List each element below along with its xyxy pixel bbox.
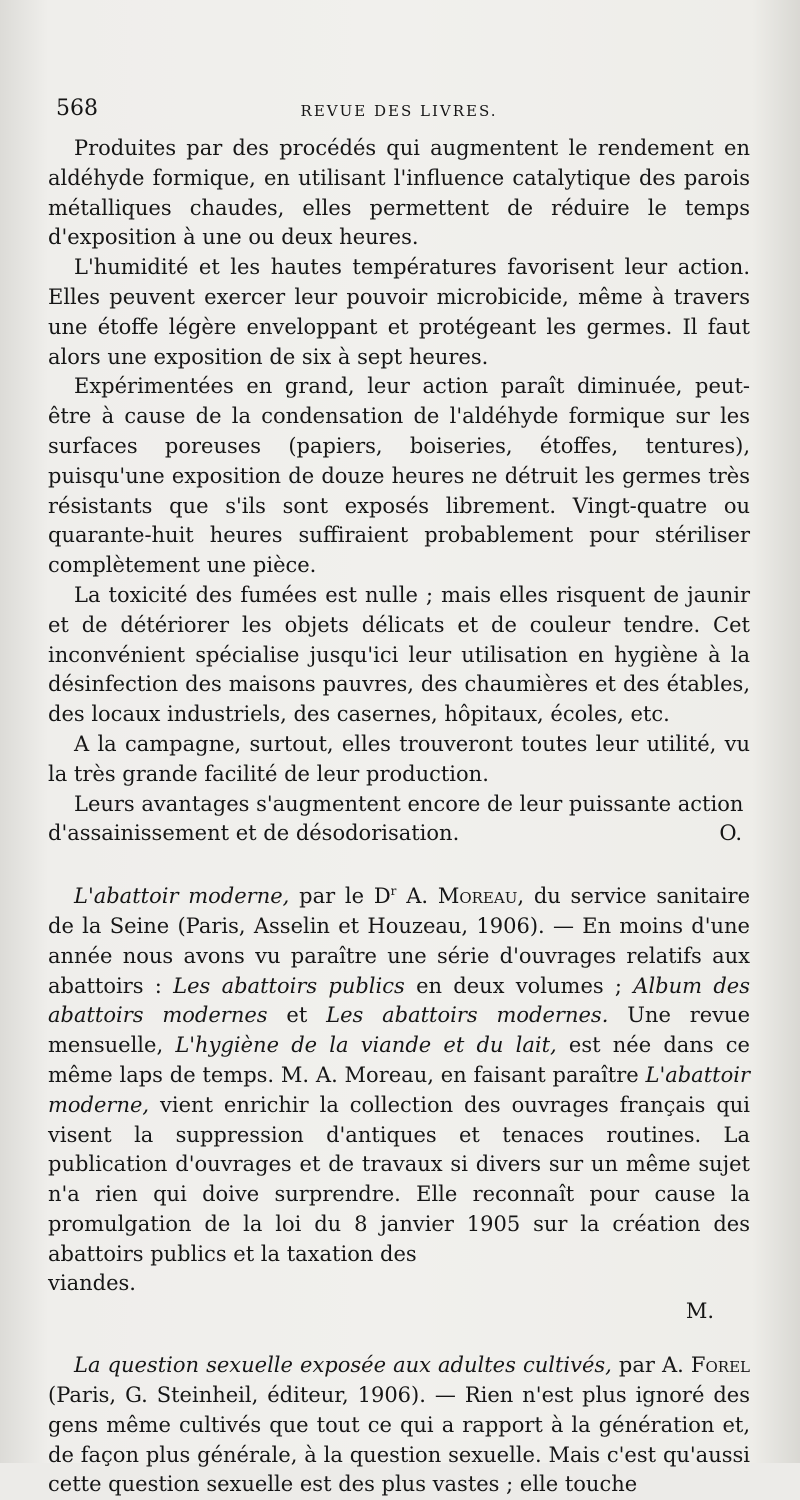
cited-work: Album des abattoirs modernes xyxy=(48,973,750,1028)
paragraph: L'humidité et les hautes températures favorisent leur action. Elles peuvent exercer leur pouvoir microbicide, même à travers une étoffe légère enveloppant et protégeant les germes. Il faut alors une exposition de six à sept heures. xyxy=(48,255,750,369)
paragraph: Leurs avantages s'augmentent encore de leur puissante action xyxy=(74,791,744,816)
cited-work: L'abattoir moderne, xyxy=(48,1062,750,1117)
review-continued xyxy=(48,134,750,849)
running-title: REVUE DES LIVRES. xyxy=(300,102,498,120)
cited-work: Les abattoirs modernes. xyxy=(326,1003,609,1028)
book-title: La question sexuelle exposée aux adultes cultivés, xyxy=(74,1353,612,1378)
review-body: L'abattoir moderne, par le $D^r$ A. Moreau, du service sanitaire de la Seine (Paris, Asselin et Houzeau, 1906). — En moins d'une année nous avons vu paraître une série d'ouvrages relatifs aux abattoirs : Les abattoirs publics en deux volumes ; Album des abattoirs modernes et Les abattoirs modernes. Une revue mensuelle, L'hygiène de la viande et du lait, est née dans ce même laps de temps. M. A. Moreau, en faisant paraître L'abattoir moderne, vient enrichir la collection des ouvrages français qui visent la suppression d'antiques et tenaces routines. La publication d'ouvrages et de travaux si divers sur un même sujet n'a rien qui doive surprendre. Elle reconnaît pour cause la promulgation de la loi du 8 janvier 1905 sur la création des abattoirs publics et la taxation des xyxy=(48,884,751,1266)
page-number: 568 xyxy=(56,96,98,121)
review-abattoir-moderne xyxy=(48,877,750,1323)
closing-line xyxy=(48,1269,750,1299)
paragraph: A la campagne, surtout, elles trouveront toutes leur utilité, vu la très grande facilité de leur production. xyxy=(48,731,750,786)
cited-work: L'hygiène de la viande et du lait, xyxy=(175,1033,557,1058)
reviewer-signature: O. xyxy=(719,821,742,846)
paragraph: Produites par des procédés qui augmentent le rendement en aldéhyde formique, en utilisant l'influence catalytique des parois métalliques chaudes, elles permettent de réduire le temps d'exposition à une ou deux heures. xyxy=(48,136,750,250)
cited-work: Les abattoirs publics xyxy=(173,973,405,998)
paragraph-end: viandes. xyxy=(48,1271,136,1296)
running-header xyxy=(48,96,750,130)
review-body: La question sexuelle exposée aux adultes cultivés, par A. Forel (Paris, G. Steinheil, éditeur, 1906). — Rien n'est plus ignoré des gens même cultivés que tout ce qui a rapport à la génération et, de façon plus générale, à la question sexuelle. Mais c'est qu'aussi cette question sexuelle est des plus vastes ; elle touche xyxy=(48,1353,750,1497)
reviewer-signature: M. xyxy=(685,1299,714,1324)
paragraph-end: d'assainissement et de désodorisation. xyxy=(48,821,460,846)
review-question-sexuelle xyxy=(48,1351,750,1500)
paragraph: Expérimentées en grand, leur action paraît diminuée, peut-être à cause de la condensation de l'aldéhyde formique sur les surfaces poreuses (papiers, boiseries, étoffes, tentures), puisqu'une exposition de douze heures ne détruit les germes très résistants que s'ils sont exposés librement. Vingt-quatre ou quarante-huit heures suffiraient probablement pour stériliser complètement une pièce. xyxy=(48,374,750,578)
closing-line xyxy=(48,819,750,849)
book-title: L'abattoir moderne, xyxy=(74,884,290,909)
author-name: Forel xyxy=(690,1353,750,1378)
author-name: Moreau, xyxy=(437,884,525,909)
paragraph: La toxicité des fumées est nulle ; mais elles risquent de jaunir et de détériorer les objets délicats et de couleur tendre. Cet inconvénient spécialise jusqu'ici leur utilisation en hygiène à la désinfection des maisons pauvres, des chaumières et des étables, des locaux industriels, des casernes, hôpitaux, écoles, etc. xyxy=(48,582,750,727)
